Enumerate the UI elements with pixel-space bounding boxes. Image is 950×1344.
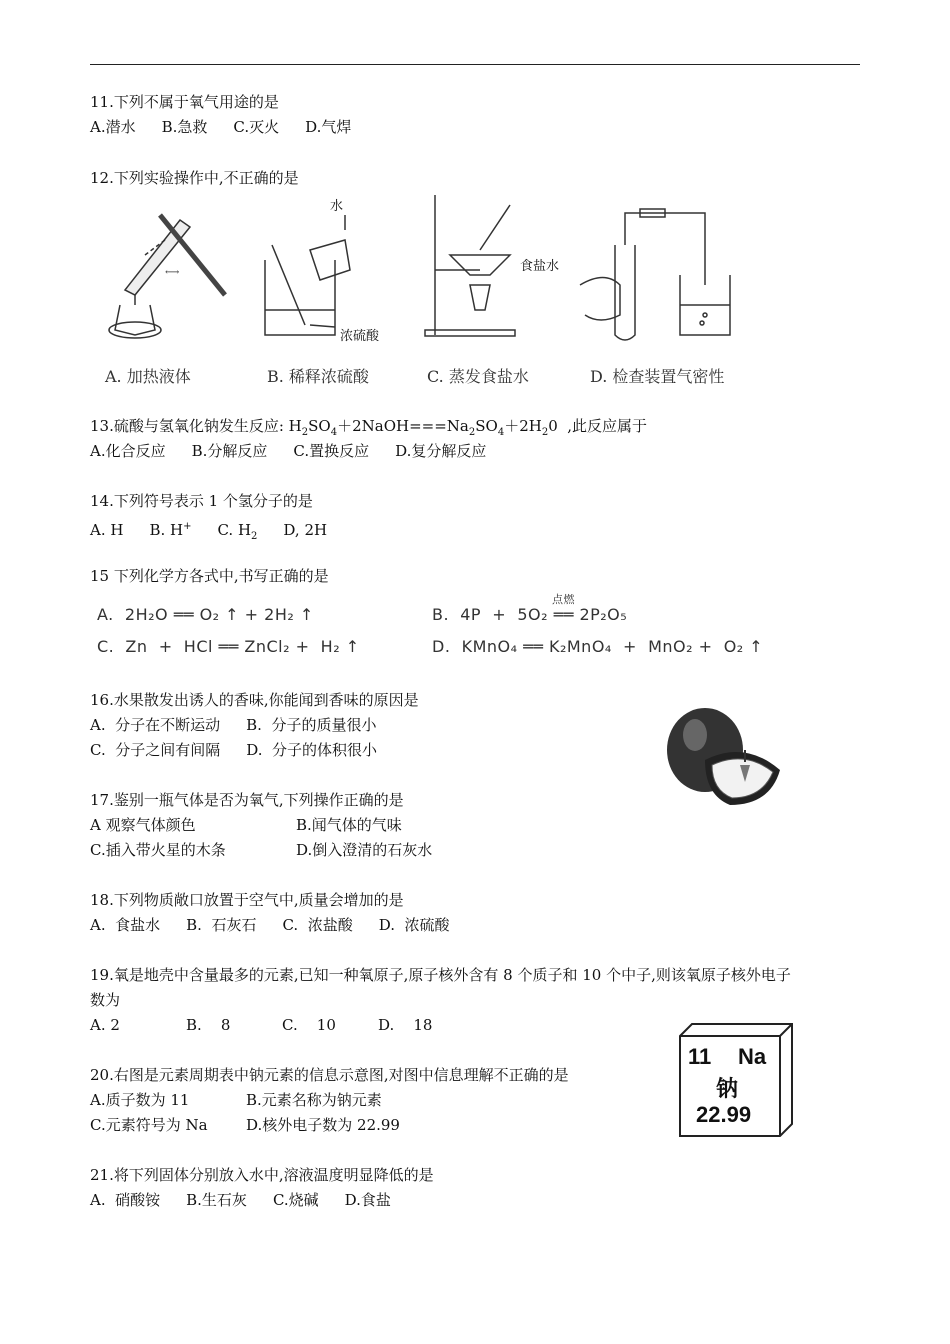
option: A. H	[90, 521, 124, 539]
heating-liquid-illustration	[109, 215, 225, 338]
q21-options	[90, 1188, 880, 1213]
element-symbol: Na	[738, 1044, 767, 1069]
diluting-acid-illustration	[265, 198, 380, 344]
q17-options-row1	[90, 813, 880, 838]
equation-b-condition: 点燃	[552, 593, 575, 606]
option: C.灭火	[233, 118, 280, 136]
q13-options	[90, 439, 880, 464]
option: A. 2	[90, 1016, 120, 1034]
atomic-number: 11	[688, 1044, 712, 1069]
q14-stem: 14.下列符号表示 1 个氢分子的是	[90, 492, 313, 510]
option: B. 8	[186, 1016, 231, 1034]
q11-stem: 11.下列不属于氧气用途的是	[90, 93, 279, 111]
option: A.化合反应	[90, 442, 166, 460]
atomic-mass: 22.99	[696, 1102, 752, 1127]
q21-stem: 21.将下列固体分别放入水中,溶液温度明显降低的是	[90, 1166, 434, 1184]
option: B.闻气体的气味	[296, 816, 402, 834]
option: C. $H_2$	[217, 521, 258, 542]
q17-stem: 17.鉴别一瓶气体是否为氧气,下列操作正确的是	[90, 791, 404, 809]
option: B.元素名称为钠元素	[246, 1091, 382, 1109]
option: D.复分解反应	[395, 442, 487, 460]
option: C. 10	[282, 1016, 336, 1034]
option: D, 2H	[283, 521, 328, 539]
q13-stem: 13.硫酸与氢氧化钠发生反应: $H_2SO_4+2NaOH===Na_2SO_4+2H_20$ ,此反应属于	[90, 417, 648, 438]
option: A. 食盐水	[90, 916, 161, 934]
option: A.质子数为 11	[90, 1091, 190, 1109]
option: C.元素符号为 Na	[90, 1116, 208, 1134]
caption-d: D. 检查装置气密性	[590, 367, 725, 386]
option: D. 18	[378, 1016, 433, 1034]
option: B. 分子的质量很小	[246, 716, 377, 734]
option: D.气焊	[305, 118, 352, 136]
q20-stem: 20.右图是元素周期表中钠元素的信息示意图,对图中信息理解不正确的是	[90, 1066, 569, 1084]
option: A 观察气体颜色	[90, 816, 196, 834]
option: C.烧碱	[272, 1191, 319, 1209]
q18-options	[90, 913, 880, 938]
option: D. 浓硫酸	[378, 916, 450, 934]
equation-a: A. 2H₂O ══ O₂ ↑ + 2H₂ ↑	[97, 605, 314, 624]
svg-text:食盐水: 食盐水	[520, 259, 560, 274]
q15-stem: 15 下列化学方各式中,书写正确的是	[90, 567, 329, 585]
option: B.急救	[161, 118, 208, 136]
q14-options	[90, 514, 880, 549]
option: A. 硝酸铵	[90, 1191, 161, 1209]
lab-operations-figure	[95, 195, 775, 365]
q18-stem: 18.下列物质敞口放置于空气中,质量会增加的是	[90, 891, 404, 909]
q12-stem: 12.下列实验操作中,不正确的是	[90, 169, 299, 187]
evaporating-illustration	[425, 195, 559, 336]
caption-a: A. 加热液体	[105, 367, 191, 386]
sodium-element-card	[678, 1022, 794, 1138]
equation-c: C. Zn + HCl ══ ZnCl₂ + H₂ ↑	[97, 637, 360, 656]
svg-text:浓硫酸: 浓硫酸	[340, 329, 380, 344]
header-rule	[90, 64, 860, 65]
element-name: 钠	[716, 1077, 739, 1102]
option: D. 分子的体积很小	[246, 741, 378, 759]
q19-stem: 19.氧是地壳中含量最多的元素,已知一种氧原子,原子核外含有 8 个质子和 10 个中子,则该氧原子核外电子	[90, 966, 791, 984]
option: A.潜水	[90, 118, 136, 136]
option: B. H+	[149, 521, 192, 539]
airtightness-illustration	[580, 209, 730, 340]
q16-stem: 16.水果散发出诱人的香味,你能闻到香味的原因是	[90, 691, 419, 709]
q19-stem-cont: 数为	[90, 991, 121, 1009]
option: D.食盐	[344, 1191, 391, 1209]
option: C.置换反应	[293, 442, 370, 460]
q11-options	[90, 115, 880, 140]
equation-d: D. KMnO₄ ══ K₂MnO₄ + MnO₂ + O₂ ↑	[432, 637, 764, 656]
option: A. 分子在不断运动	[90, 716, 221, 734]
option: C. 浓盐酸	[282, 916, 353, 934]
caption-c: C. 蒸发食盐水	[427, 367, 529, 386]
q17-options-row2	[90, 838, 880, 863]
caption-b: B. 稀释浓硫酸	[267, 367, 369, 386]
svg-text:水: 水	[330, 199, 344, 214]
svg-text:⟷: ⟷	[165, 267, 180, 278]
option: C. 分子之间有间隔	[90, 741, 221, 759]
option: C.插入带火星的木条	[90, 841, 226, 859]
equation-b: B. 4P + 5O₂ ══ 2P₂O₅	[432, 605, 628, 624]
option: B. 石灰石	[186, 916, 257, 934]
option: D.倒入澄清的石灰水	[296, 841, 433, 859]
option: D.核外电子数为 22.99	[246, 1116, 400, 1134]
option: B.分解反应	[191, 442, 268, 460]
option: B.生石灰	[186, 1191, 247, 1209]
